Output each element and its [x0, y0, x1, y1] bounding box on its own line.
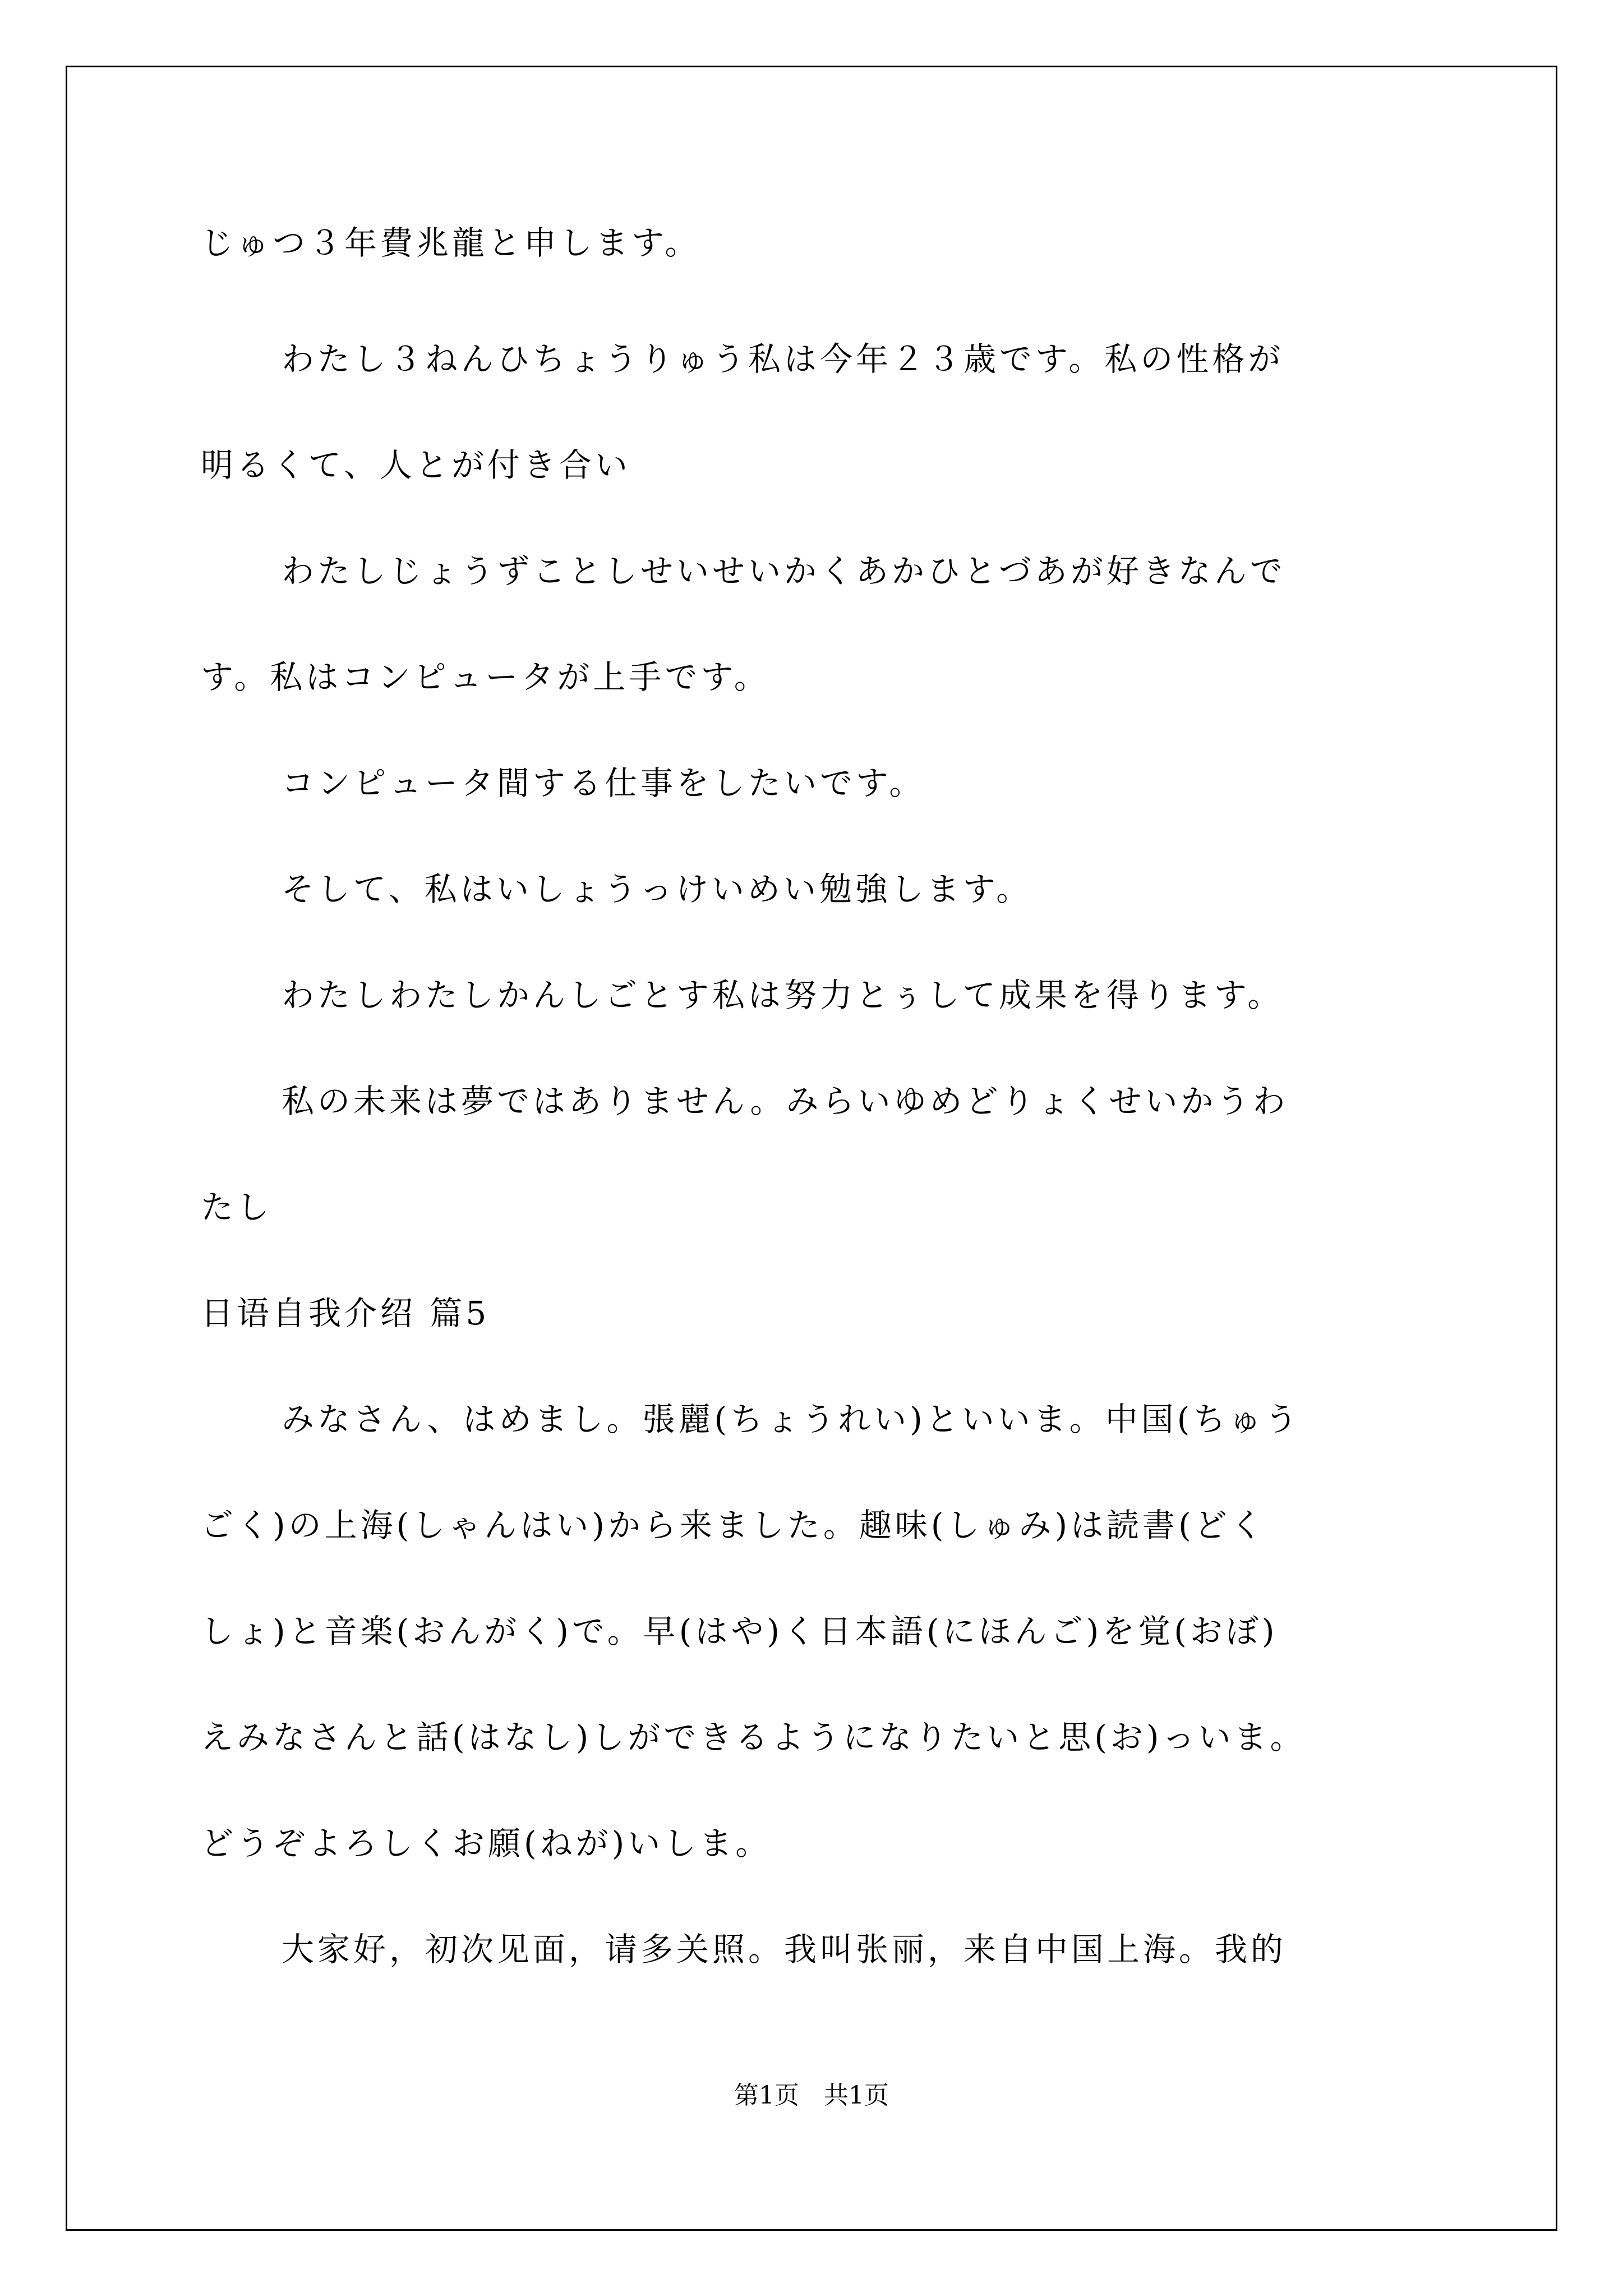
text-line-14: しょ)と音楽(おんがく)で。早(はや)く日本語(にほんご)を覚(おぼ) [201, 1612, 1278, 1650]
text-line-5: す。私はコンピュータが上手です。 [201, 658, 770, 696]
text-line-13: ごく)の上海(しゃんはい)から来ました。趣味(しゅみ)は読書(どく [201, 1506, 1266, 1544]
text-line-10: たし [201, 1188, 273, 1226]
text-line-4: わたしじょうずことしせいせいかくあかひとづあが好きなんで [282, 552, 1286, 590]
page-border [66, 66, 1557, 2231]
text-line-15: えみなさんと話(はなし)しができるようになりたいと思(お)っいま。 [201, 1718, 1306, 1756]
page-footer: 第1页 共1页 [734, 2081, 889, 2110]
text-line-16: どうぞよろしくお願(ねが)いしま。 [201, 1824, 772, 1862]
text-line-7: そして、私はいしょうっけいめい勉強します。 [282, 870, 1032, 908]
text-line-8: わたしわたしかんしごとす私は努力とぅして成果を得ります。 [282, 976, 1284, 1014]
section-heading: 日语自我介绍 篇5 [201, 1294, 490, 1332]
text-line-2: わたし３ねんひちょうりゅう私は今年２３歳です。私の性格が [282, 340, 1284, 378]
text-line-17: 大家好，初次见面，请多关照。我叫张丽，来自中国上海。我的 [282, 1930, 1287, 1968]
text-line-12: みなさん、はめまし。張麗(ちょうれい)といいま。中国(ちゅう [282, 1400, 1301, 1438]
text-line-6: コンピュータ間する仕事をしたいです。 [282, 764, 925, 802]
text-line-3: 明るくて、人とが付き合い [201, 446, 631, 484]
text-line-9: 私の未来は夢ではありません。みらいゆめどりょくせいかうわ [282, 1082, 1289, 1120]
text-line-1: じゅつ３年費兆龍と申します。 [201, 224, 701, 262]
